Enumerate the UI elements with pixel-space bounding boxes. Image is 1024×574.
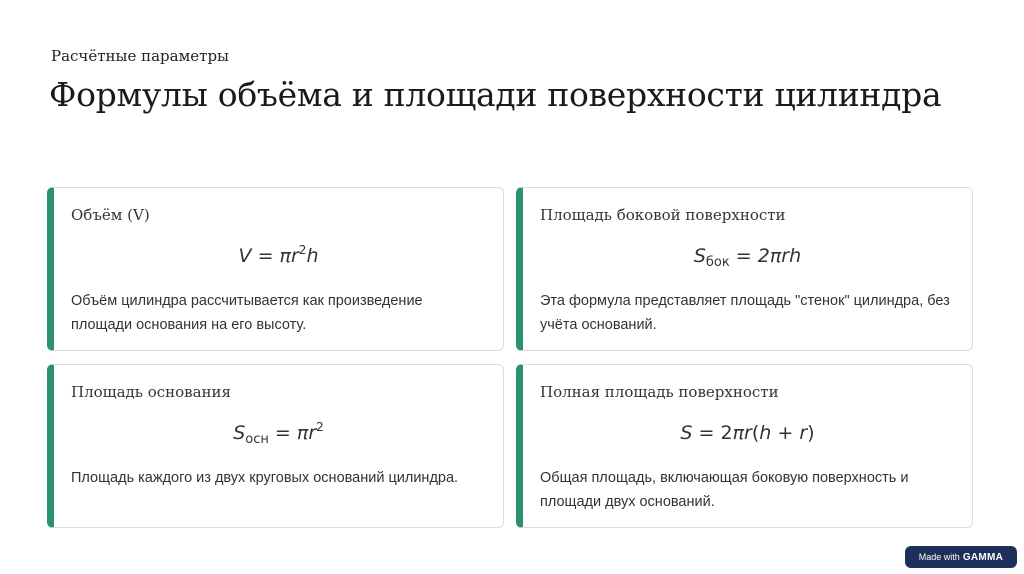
formula-base-area: $S_{осн} = \pi r^2$ [233, 420, 324, 447]
gamma-logo: GAMMA [962, 551, 1004, 563]
page-title: Формулы объёма и площади поверхности цилиндра [49, 75, 942, 114]
card-title: Объём (V) [71, 206, 150, 224]
card-title: Площадь боковой поверхности [540, 206, 786, 224]
formula-lateral-area: $S_{бок} = 2\pi rh$ [693, 245, 802, 270]
card-description: Общая площадь, включающая боковую поверхность и площади двух оснований. [540, 470, 909, 510]
formula-total-area: S = 2πr(h + r) [680, 422, 815, 444]
card-title: Площадь основания [71, 383, 232, 401]
made-with-gamma-badge[interactable] [905, 546, 1017, 568]
card-description: Площадь каждого из двух круговых оснований цилиндра. [71, 470, 459, 486]
card-volume [47, 187, 504, 351]
card-lateral-area [516, 187, 973, 351]
card-description: Эта формула представляет площадь "стенок" цилиндра, без учёта оснований. [540, 293, 950, 333]
card-description: Объём цилиндра рассчитывается как произведение площади основания на его высоту. [71, 293, 423, 333]
card-title: Полная площадь поверхности [540, 383, 779, 401]
formula-volume: $V = \pi r^2h$ [238, 243, 319, 267]
subtitle: Расчётные параметры [51, 47, 229, 65]
card-base-area [47, 364, 504, 528]
badge-prefix: Made with [918, 552, 960, 562]
card-total-area [516, 364, 973, 528]
